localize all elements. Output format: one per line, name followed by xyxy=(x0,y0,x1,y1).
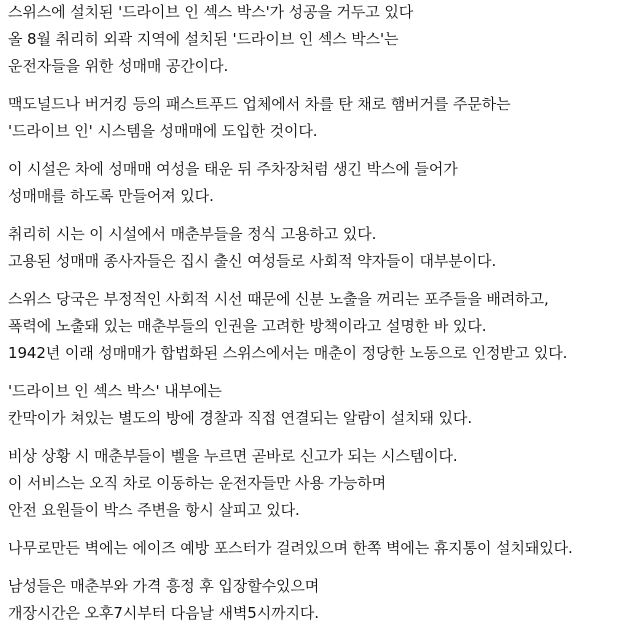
text-line: 성매매를 하도록 만들어져 있다. xyxy=(8,187,214,205)
text-line: 칸막이가 쳐있는 별도의 방에 경찰과 직접 연결되는 알람이 설치돼 있다. xyxy=(8,409,472,427)
text-line: '드라이브 인' 시스템을 성매매에 도입한 것이다. xyxy=(8,122,318,140)
text-line: 이 시설은 차에 성매매 여성을 태운 뒤 주차장처럼 생긴 박스에 들어가 xyxy=(8,160,458,178)
text-line: 스위스에 설치된 '드라이브 인 섹스 박스'가 성공을 거두고 있다 xyxy=(8,3,414,21)
text-line: 개장시간은 오후7시부터 다음날 새벽5시까지다. xyxy=(8,604,319,622)
text-line: 취리히 시는 이 시설에서 매춘부들을 정식 고용하고 있다. xyxy=(8,225,377,243)
text-line: 스위스 당국은 부정적인 사회적 시선 때문에 신분 노출을 꺼리는 포주들을 배려하고, xyxy=(8,290,549,308)
text-line: 나무로만든 벽에는 에이즈 예방 포스터가 걸려있으며 한쪽 벽에는 휴지통이 설치돼있다. xyxy=(8,539,573,557)
text-line: 운전자들을 위한 성매매 공간이다. xyxy=(8,57,229,75)
text-line: 안전 요원들이 박스 주변을 항시 살피고 있다. xyxy=(8,501,300,519)
text-line: 올 8월 취리히 외곽 지역에 설치된 '드라이브 인 섹스 박스'는 xyxy=(8,30,399,48)
text-line: 남성들은 매춘부와 가격 흥정 후 입장할수있으며 xyxy=(8,577,320,595)
text-line: 이 서비스는 오직 차로 이동하는 운전자들만 사용 가능하며 xyxy=(8,474,387,492)
text-line: 비상 상황 시 매춘부들이 벨을 누르면 곧바로 신고가 되는 시스템이다. xyxy=(8,447,458,465)
text-line: '드라이브 인 섹스 박스' 내부에는 xyxy=(8,382,222,400)
text-line: 맥도널드나 버거킹 등의 패스트푸드 업체에서 차를 탄 채로 햄버거를 주문하는 xyxy=(8,95,511,113)
text-line: 폭력에 노출돼 있는 매춘부들의 인권을 고려한 방책이라고 설명한 바 있다. xyxy=(8,317,487,335)
text-line: 1942년 이래 성매매가 합법화된 스위스에서는 매춘이 정당한 노동으로 인정받고 있다. xyxy=(8,344,568,362)
text-line: 고용된 성매매 종사자들은 집시 출신 여성들로 사회적 약자들이 대부분이다. xyxy=(8,252,497,270)
